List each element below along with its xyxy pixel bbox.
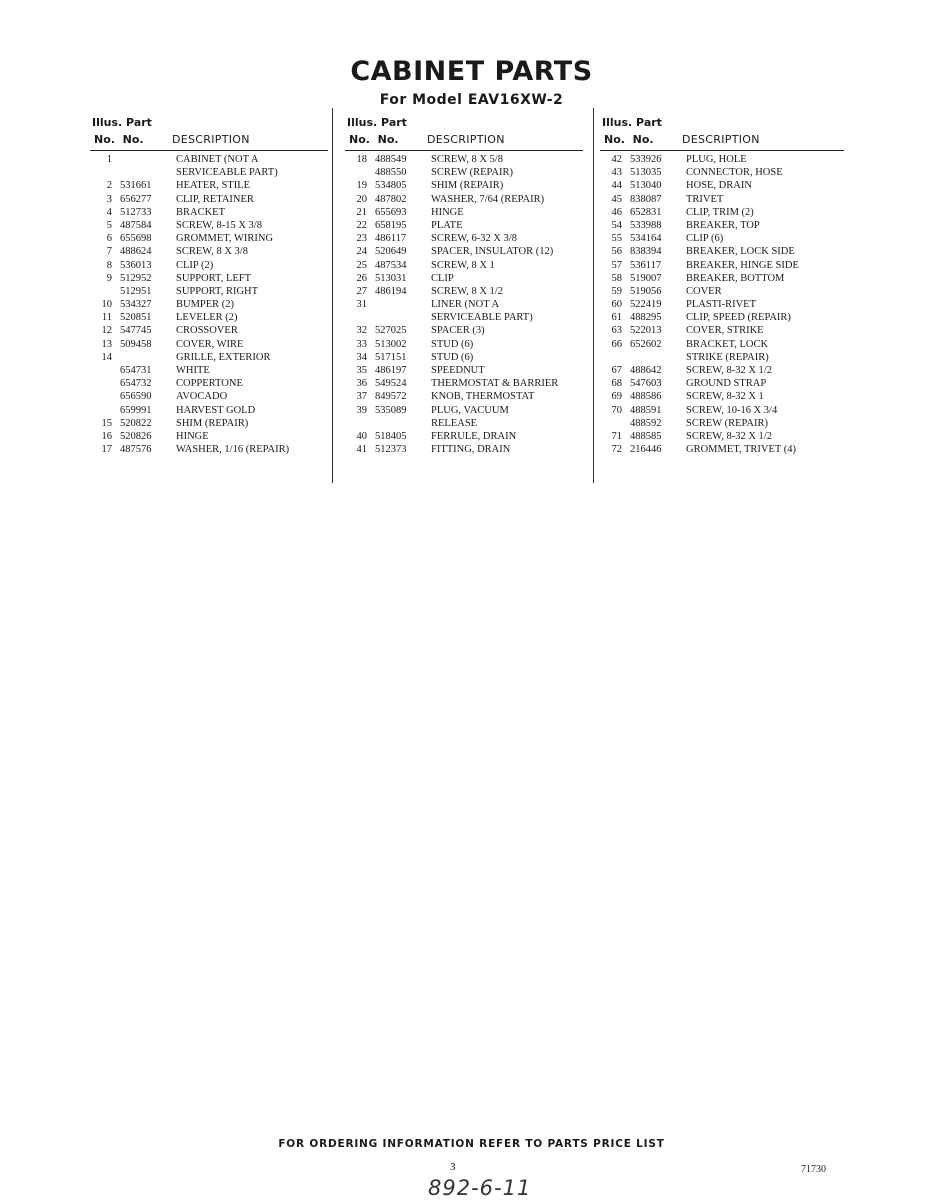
page-title: CABINET PARTS <box>350 56 593 87</box>
part-number: 487534 <box>375 259 407 271</box>
part-row <box>345 418 583 431</box>
part-row <box>345 299 583 312</box>
part-description: AVOCADO <box>176 391 228 403</box>
part-row <box>90 418 328 431</box>
header-illus-part: Illus. Part <box>92 116 152 129</box>
header-description: DESCRIPTION <box>427 133 505 146</box>
illus-number: 21 <box>356 206 367 218</box>
part-description: CROSSOVER <box>176 325 238 337</box>
part-description: HINGE <box>431 206 464 218</box>
part-number: 659991 <box>120 404 152 416</box>
header-description: DESCRIPTION <box>682 133 760 146</box>
part-description: WHITE <box>176 365 210 376</box>
illus-number: 3 <box>106 193 112 205</box>
part-number: 488585 <box>630 430 662 442</box>
part-number: 536117 <box>630 259 662 271</box>
part-row <box>90 180 328 193</box>
part-row <box>600 378 844 391</box>
part-number: 488624 <box>120 246 152 258</box>
part-description: HARVEST GOLD <box>176 404 256 416</box>
part-row <box>345 325 583 338</box>
part-description: BREAKER, BOTTOM <box>686 272 785 284</box>
part-number: 519056 <box>630 285 662 297</box>
part-number: 654732 <box>120 378 152 390</box>
part-description: WASHER, 7/64 (REPAIR) <box>431 193 545 205</box>
ordering-footer: FOR ORDERING INFORMATION REFER TO PARTS PRICE LIST <box>278 1138 665 1150</box>
part-row <box>90 299 328 312</box>
illus-number: 4 <box>106 206 112 218</box>
part-description: SCREW, 8 X 1/2 <box>431 285 503 297</box>
illus-number: 16 <box>101 430 112 442</box>
part-number: 531661 <box>120 180 152 192</box>
page-number: 3 <box>450 1161 456 1173</box>
part-row <box>600 365 844 378</box>
illus-number: 19 <box>356 180 367 192</box>
part-number: 536013 <box>120 259 152 271</box>
header-no-no: No. No. <box>94 133 144 146</box>
part-number: 487576 <box>120 444 152 456</box>
part-description: SERVICEABLE PART) <box>431 312 533 324</box>
part-description: FITTING, DRAIN <box>431 444 511 456</box>
illus-number: 70 <box>611 404 622 416</box>
part-description: SCREW (REPAIR) <box>686 417 768 429</box>
part-description: SCREW, 8-32 X 1/2 <box>686 430 772 442</box>
illus-number: 10 <box>101 299 112 311</box>
part-number: 487584 <box>120 219 152 231</box>
illus-number: 72 <box>611 444 622 456</box>
illus-number: 17 <box>101 444 112 456</box>
part-description: PLATE <box>431 219 463 231</box>
part-number: 547745 <box>120 325 152 337</box>
part-row <box>345 207 583 220</box>
part-description: CLIP, TRIM (2) <box>686 206 754 218</box>
illus-number: 6 <box>106 233 112 245</box>
illus-number: 44 <box>611 180 622 192</box>
part-row <box>345 378 583 391</box>
part-row <box>600 207 844 220</box>
illus-number: 41 <box>356 444 367 456</box>
part-number: 512951 <box>120 285 152 297</box>
part-row <box>600 312 844 325</box>
illus-number: 36 <box>356 378 367 390</box>
part-number: 486197 <box>375 365 407 376</box>
part-description: BRACKET <box>176 206 226 218</box>
part-description: SERVICEABLE PART) <box>176 167 278 179</box>
part-number: 486117 <box>375 233 407 245</box>
illus-number: 26 <box>356 272 367 284</box>
part-description: SPACER, INSULATOR (12) <box>431 246 554 258</box>
part-number: 513002 <box>375 338 407 350</box>
part-row <box>600 431 844 444</box>
header-illus-part: Illus. Part <box>347 116 407 129</box>
part-description: HEATER, STILE <box>176 180 251 192</box>
part-row <box>90 233 328 246</box>
part-number: 838394 <box>630 246 662 258</box>
part-row <box>345 352 583 365</box>
part-row <box>345 167 583 180</box>
part-row <box>600 405 844 418</box>
illus-number: 59 <box>611 285 622 297</box>
part-row <box>600 352 844 365</box>
part-description: FERRULE, DRAIN <box>431 430 517 442</box>
illus-number: 7 <box>106 246 112 258</box>
part-description: CLIP <box>431 272 454 284</box>
header-description: DESCRIPTION <box>172 133 250 146</box>
part-row <box>345 286 583 299</box>
part-description: TRIVET <box>686 193 724 205</box>
header-no-no: No. No. <box>604 133 654 146</box>
part-description: PLASTI-RIVET <box>686 299 756 311</box>
part-description: SUPPORT, RIGHT <box>176 285 259 297</box>
part-description: KNOB, THERMOSTAT <box>431 391 535 403</box>
part-description: CABINET (NOT A <box>176 154 259 165</box>
part-number: 518405 <box>375 430 407 442</box>
illus-number: 55 <box>611 233 622 245</box>
illus-number: 68 <box>611 378 622 390</box>
part-number: 488586 <box>630 391 662 403</box>
part-number: 486194 <box>375 285 407 297</box>
part-row <box>90 431 328 444</box>
part-row <box>600 180 844 193</box>
column-header <box>345 114 583 151</box>
part-row <box>600 418 844 431</box>
part-row <box>600 391 844 404</box>
part-row <box>345 180 583 193</box>
part-description: HINGE <box>176 430 209 442</box>
part-description: GROMMET, TRIVET (4) <box>686 444 796 456</box>
illus-number: 32 <box>356 325 367 337</box>
part-number: 522013 <box>630 325 662 337</box>
part-number: 488592 <box>630 417 662 429</box>
part-number: 513031 <box>375 272 407 284</box>
part-description: THERMOSTAT & BARRIER <box>431 378 559 390</box>
part-row <box>90 339 328 352</box>
part-row <box>345 220 583 233</box>
part-number: 520826 <box>120 430 152 442</box>
part-row <box>600 286 844 299</box>
parts-column-1 <box>90 114 328 457</box>
part-description: WASHER, 1/16 (REPAIR) <box>176 444 290 456</box>
illus-number: 11 <box>101 312 112 324</box>
part-number: 849572 <box>375 391 407 403</box>
illus-number: 39 <box>356 404 367 416</box>
illus-number: 54 <box>611 219 622 231</box>
part-description: BRACKET, LOCK <box>686 338 769 350</box>
illus-number: 15 <box>101 417 112 429</box>
part-row <box>600 246 844 259</box>
part-description: SUPPORT, LEFT <box>176 272 252 284</box>
part-row <box>600 299 844 312</box>
part-number: 488642 <box>630 365 662 376</box>
part-number: 658195 <box>375 219 407 231</box>
part-number: 535089 <box>375 404 407 416</box>
model-subtitle: For Model EAV16XW-2 <box>379 92 564 108</box>
illus-number: 24 <box>356 246 367 258</box>
illus-number: 46 <box>611 206 622 218</box>
part-number: 519007 <box>630 272 662 284</box>
illus-number: 43 <box>611 167 622 179</box>
part-description: RELEASE <box>431 417 478 429</box>
part-row <box>90 405 328 418</box>
part-row <box>90 378 328 391</box>
part-number: 547603 <box>630 378 662 390</box>
column-divider <box>332 108 333 483</box>
part-number: 512373 <box>375 444 407 456</box>
parts-rows <box>345 151 583 457</box>
illus-number: 40 <box>356 430 367 442</box>
part-number: 509458 <box>120 338 152 350</box>
handwritten-note: 892-6-11 <box>428 1176 532 1200</box>
part-row <box>600 220 844 233</box>
part-description: COVER, STRIKE <box>686 325 764 337</box>
part-row <box>90 352 328 365</box>
part-description: CLIP, RETAINER <box>176 193 254 205</box>
part-number: 520822 <box>120 417 152 429</box>
illus-number: 58 <box>611 272 622 284</box>
parts-column-3 <box>600 114 844 457</box>
part-description: SHIM (REPAIR) <box>176 417 249 429</box>
illus-number: 35 <box>356 365 367 376</box>
part-row <box>345 194 583 207</box>
illus-number: 2 <box>106 180 112 192</box>
part-description: BREAKER, HINGE SIDE <box>686 259 799 271</box>
part-description: STUD (6) <box>431 338 474 350</box>
part-description: LEVELER (2) <box>176 312 238 324</box>
part-number: 513035 <box>630 167 662 179</box>
part-number: 488295 <box>630 312 662 324</box>
part-number: 512952 <box>120 272 152 284</box>
part-number: 517151 <box>375 351 407 363</box>
part-row <box>90 220 328 233</box>
illus-number: 42 <box>611 154 622 165</box>
part-row <box>345 339 583 352</box>
illus-number: 61 <box>611 312 622 324</box>
header-illus-part: Illus. Part <box>602 116 662 129</box>
part-row <box>90 286 328 299</box>
illus-number: 31 <box>356 299 367 311</box>
illus-number: 33 <box>356 338 367 350</box>
part-row <box>90 391 328 404</box>
illus-number: 63 <box>611 325 622 337</box>
part-number: 488549 <box>375 154 407 165</box>
part-description: CONNECTOR, HOSE <box>686 167 783 179</box>
part-row <box>345 365 583 378</box>
illus-number: 67 <box>611 365 622 376</box>
illus-number: 14 <box>101 351 112 363</box>
part-description: GRILLE, EXTERIOR <box>176 351 271 363</box>
illus-number: 23 <box>356 233 367 245</box>
part-description: SCREW, 8 X 3/8 <box>176 246 248 258</box>
part-row <box>345 273 583 286</box>
illus-number: 8 <box>106 259 112 271</box>
illus-number: 9 <box>106 272 112 284</box>
part-description: CLIP, SPEED (REPAIR) <box>686 312 791 324</box>
part-description: SCREW, 8-32 X 1/2 <box>686 365 772 376</box>
part-row <box>600 339 844 352</box>
part-row <box>90 273 328 286</box>
part-description: SCREW, 8 X 1 <box>431 259 495 271</box>
part-description: BREAKER, TOP <box>686 219 760 231</box>
part-row <box>90 444 328 457</box>
part-row <box>600 325 844 338</box>
part-description: PLUG, HOLE <box>686 154 747 165</box>
part-row <box>600 273 844 286</box>
illus-number: 66 <box>611 338 622 350</box>
part-description: SCREW, 8 X 5/8 <box>431 154 503 165</box>
part-description: STRIKE (REPAIR) <box>686 351 769 363</box>
part-row <box>90 365 328 378</box>
illus-number: 27 <box>356 285 367 297</box>
part-number: 487802 <box>375 193 407 205</box>
part-number: 520649 <box>375 246 407 258</box>
part-row <box>600 167 844 180</box>
part-number: 655693 <box>375 206 407 218</box>
part-row <box>90 167 328 180</box>
parts-rows <box>600 151 844 457</box>
illus-number: 12 <box>101 325 112 337</box>
part-number: 655698 <box>120 233 152 245</box>
part-row <box>345 246 583 259</box>
illus-number: 20 <box>356 193 367 205</box>
part-number: 488550 <box>375 167 407 179</box>
part-description: BREAKER, LOCK SIDE <box>686 246 795 258</box>
illus-number: 18 <box>356 154 367 165</box>
part-row <box>90 207 328 220</box>
part-number: 527025 <box>375 325 407 337</box>
part-row <box>345 431 583 444</box>
part-description: CLIP (2) <box>176 259 214 271</box>
parts-column-2 <box>345 114 583 457</box>
part-number: 533988 <box>630 219 662 231</box>
illus-number: 56 <box>611 246 622 258</box>
part-description: STUD (6) <box>431 351 474 363</box>
part-row <box>345 391 583 404</box>
part-row <box>600 444 844 457</box>
part-number: 522419 <box>630 299 662 311</box>
part-description: SCREW (REPAIR) <box>431 167 513 179</box>
illus-number: 37 <box>356 391 367 403</box>
part-description: BUMPER (2) <box>176 299 235 311</box>
illus-number: 13 <box>101 338 112 350</box>
part-number: 534327 <box>120 299 152 311</box>
part-number: 534805 <box>375 180 407 192</box>
illus-number: 5 <box>106 219 112 231</box>
column-header <box>600 114 844 151</box>
part-number: 656277 <box>120 193 152 205</box>
part-row <box>600 233 844 246</box>
part-number: 520851 <box>120 312 152 324</box>
part-description: SCREW, 10-16 X 3/4 <box>686 404 778 416</box>
illus-number: 25 <box>356 259 367 271</box>
illus-number: 57 <box>611 259 622 271</box>
illus-number: 34 <box>356 351 367 363</box>
column-divider <box>593 108 594 483</box>
part-description: HOSE, DRAIN <box>686 180 752 192</box>
part-description: SPEEDNUT <box>431 365 485 376</box>
part-row <box>90 260 328 273</box>
part-number: 534164 <box>630 233 662 245</box>
part-row <box>345 154 583 167</box>
part-description: SCREW, 6-32 X 3/8 <box>431 233 517 245</box>
part-description: GROUND STRAP <box>686 378 767 390</box>
part-description: COPPERTONE <box>176 378 243 390</box>
part-row <box>90 194 328 207</box>
part-row <box>90 246 328 259</box>
parts-rows <box>90 151 328 457</box>
part-row <box>600 154 844 167</box>
illus-number: 1 <box>106 154 112 165</box>
illus-number: 22 <box>356 219 367 231</box>
illus-number: 45 <box>611 193 622 205</box>
part-row <box>90 325 328 338</box>
document-number: 71730 <box>801 1164 826 1175</box>
illus-number: 60 <box>611 299 622 311</box>
part-row <box>600 260 844 273</box>
part-row <box>345 405 583 418</box>
part-number: 533926 <box>630 154 662 165</box>
part-description: SCREW, 8-32 X 1 <box>686 391 764 403</box>
part-row <box>345 233 583 246</box>
part-description: GROMMET, WIRING <box>176 233 274 245</box>
part-number: 512733 <box>120 206 152 218</box>
header-no-no: No. No. <box>349 133 399 146</box>
part-description: PLUG, VACUUM <box>431 404 509 416</box>
part-number: 488591 <box>630 404 662 416</box>
part-description: SHIM (REPAIR) <box>431 180 504 192</box>
part-number: 654731 <box>120 365 152 376</box>
part-row <box>90 154 328 167</box>
part-description: LINER (NOT A <box>431 299 500 311</box>
part-number: 652831 <box>630 206 662 218</box>
part-number: 549524 <box>375 378 407 390</box>
part-number: 656590 <box>120 391 152 403</box>
part-number: 513040 <box>630 180 662 192</box>
illus-number: 71 <box>611 430 622 442</box>
part-row <box>90 312 328 325</box>
part-row <box>600 194 844 207</box>
part-description: COVER, WIRE <box>176 338 244 350</box>
illus-number: 69 <box>611 391 622 403</box>
part-row <box>345 444 583 457</box>
part-description: SCREW, 8-15 X 3/8 <box>176 219 262 231</box>
part-number: 652602 <box>630 338 662 350</box>
part-description: SPACER (3) <box>431 325 485 337</box>
part-description: COVER <box>686 285 722 297</box>
part-number: 216446 <box>630 444 662 456</box>
part-row <box>345 260 583 273</box>
part-number: 838087 <box>630 193 662 205</box>
column-header <box>90 114 328 151</box>
part-description: CLIP (6) <box>686 233 724 245</box>
part-row <box>345 312 583 325</box>
